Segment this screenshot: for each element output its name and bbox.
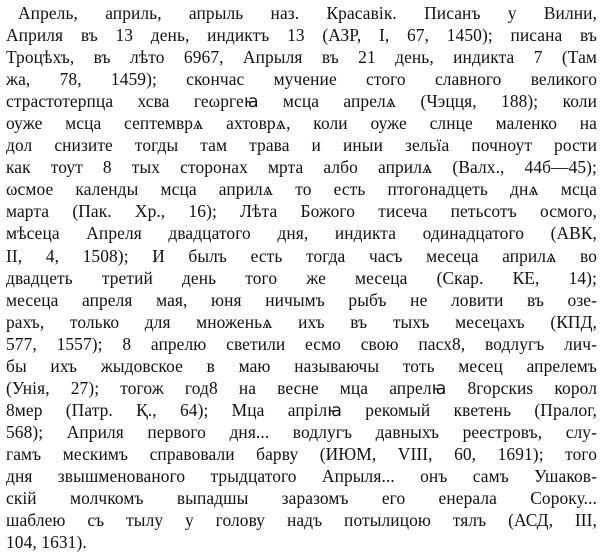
text-line: Апрель, априль, апрыль наз. Красавік. Писанъ у Вилни,	[18, 3, 597, 23]
text-line: двадцеть третий день того же месеца (Скар. КЕ, 14);	[6, 267, 597, 288]
text-line: 104, 1631).	[6, 532, 87, 553]
dictionary-entry-april	[6, 2, 597, 553]
text-line: Троцѣхъ, въ лѣто 6967, Апрыля въ 21 день, индикта 7 (Там	[6, 47, 597, 68]
text-line: марта (Пак. Хр., 16); Лѣта Божого тисеча петьсотъ осмого,	[6, 201, 597, 222]
text-line: 8мер (Патр. Қ., 64); Мца апрілꙗ рекомый кветень (Пралог,	[6, 399, 597, 420]
text-line: шаблею съ тылу у голову надъ потылицою тялъ (АСД, III,	[6, 510, 597, 531]
text-line: дня звышменованого трыдцатого Апрыля... онъ самъ Ушаков-	[6, 465, 597, 486]
text-line: бы ихъ жыдовское в маю называючы тоть месец апрелемъ	[6, 355, 597, 376]
text-line: дол снизите тогды там трава и иныи зельїа почноут рости	[6, 135, 597, 156]
text-line: 577, 1557); 8 апрелю светили есмо свою пасх8, водлугъ лич-	[6, 333, 597, 354]
text-line: гамъ мескимъ справовали барву (ИЮМ, VIII, 60, 1691); того	[6, 443, 597, 464]
text-line: скій молчкомъ выпадшы заразомъ его енерала Сороку...	[6, 488, 597, 509]
text-line: (Унія, 27); тогож год8 на весне мца апрелꙗ 8горскиѕ корол	[6, 377, 597, 398]
text-line: страстотерпца хсва геωргеꙗ мсца апрелѧ (Чэцця, 188); коли	[6, 91, 597, 112]
text-line: ωсмое календы мсца априлѧ то есть птогонадцеть днѧ мсца	[6, 179, 597, 200]
text-line: Априля въ 13 день, индиктъ 13 (АЗР, I, 67, 1450); писана въ	[6, 25, 597, 46]
text-line: мѣсеца Апреля двадцатого дня, индикта одинадцатого (АВК,	[6, 223, 597, 244]
text-line: II, 4, 1508); И былъ есть тогда часъ месеца априлѧ во	[6, 245, 597, 266]
text-line: оуже мсца септемврѧ ахтоврѧ, коли оуже слнце маленко на	[6, 113, 597, 134]
text-line: месеца апреля мая, юня ничымъ рыбъ не ловити въ озе-	[6, 289, 597, 310]
text-line: как тоут 8 тых сторонах мрта албо априлѧ (Валх., 44б—45);	[6, 157, 597, 178]
text-line: жа, 78, 1459); скончас мучение стого славного великого	[6, 69, 597, 90]
text-line: рахъ, только для множеньѧ ихъ въ тыхъ месецахъ (КПД,	[6, 311, 597, 332]
text-line: 568); Априля первого дня... водлугъ давныхъ реестровъ, слу-	[6, 421, 597, 442]
